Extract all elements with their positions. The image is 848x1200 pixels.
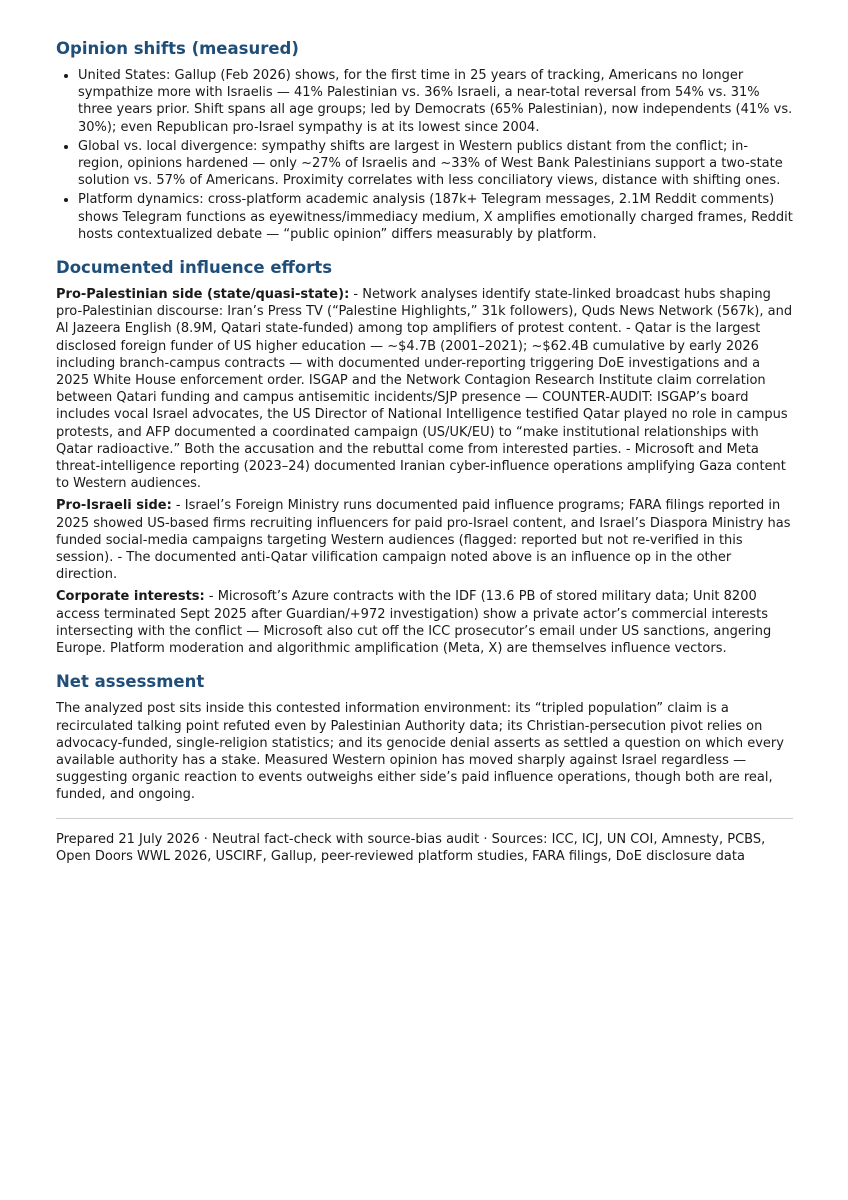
- paragraph-body: - Israel’s Foreign Ministry runs documented paid influence programs; FARA filings reported in 2025 showed US-based firms recruiting influencers for paid pro-Israel content, and Israel’s Diaspora Ministry has funded social-media campaigns targeting Western audiences (flagged: reported but not re-verified in this session). - The documented anti-Qatar vilification campaign noted above is an influence op in the other direction.: [56, 498, 791, 583]
- section-heading: Documented influence efforts: [56, 258, 333, 278]
- paragraph: [56, 286, 793, 492]
- divider: [56, 818, 793, 819]
- net-assessment-section: [56, 671, 793, 803]
- paragraph: [56, 588, 793, 657]
- section-heading: Net assessment: [56, 672, 205, 692]
- paragraph: [56, 497, 793, 583]
- list-item: • United States: Gallup (Feb 2026) shows, for the first time in 25 years of tracking, Americans no longer sympathize more with Israelis — 41% Palestinian vs. 36% Israeli, a near-total reversal from 54% vs. 31% three years prior. Shift spans all age groups; led by Democrats (65% Palestinian), now independents (41% vs. 30%); even Republican pro-Israel sympathy is at its lowest since 2004.: [78, 67, 793, 136]
- opinion-list: [56, 67, 793, 243]
- paragraph-lead: Corporate interests:: [56, 589, 205, 605]
- influence-efforts-section: [56, 257, 793, 657]
- list-item: • Global vs. local divergence: sympathy shifts are largest in Western publics distant from the conflict; in-region, opinions hardened — only ~27% of Israelis and ~33% of West Bank Palestinians support a two-state solution vs. 57% of Americans. Proximity correlates with less conciliatory views, distance with shifting ones.: [78, 138, 793, 190]
- paragraph-body: - Network analyses identify state-linked broadcast hubs shaping pro-Palestinian discourse: Iran’s Press TV (“Palestine Highlights,” 31k followers), Quds News Network (567k), and Al Jazeera English (8.9M, Qatari state-funded) among top amplifiers of protest content. - Qatar is the largest disclosed foreign funder of US higher education — ~$4.7B (2001–2021); ~$62.4B cumulative by early 2026 including branch-campus contracts — with documented under-reporting triggering DoE investigations and a 2025 White House enforcement order. ISGAP and the Network Contagion Research Institute claim correlation between Qatari funding and campus antisemitic incidents/SJP presence — COUNTER-AUDIT: ISGAP’s board includes vocal Israel advocates, the US Director of National Intelligence testified Qatar played no role in campus protests, and AFP documented a coordinated campaign (US/UK/EU) to “make institutional relationships with Qatar radioactive.” Both the accusation and the rebuttal come from interested parties. - Microsoft and Meta threat-intelligence reporting (2023–24) documented Iranian cyber-influence operations amplifying Gaza content to Western audiences.: [56, 287, 793, 492]
- paragraph: The analyzed post sits inside this contested information environment: its “tripled population” claim is a recirculated talking point refuted even by Palestinian Authority data; its Christian-persecution pivot relies on advocacy-funded, single-religion statistics; and its genocide denial asserts as settled a question on which every available authority has a stake. Measured Western opinion has moved sharply against Israel regardless — suggesting organic reaction to events outweighs either side’s paid influence operations, though both are real, funded, and ongoing.: [56, 701, 784, 803]
- section-heading: Opinion shifts (measured): [56, 39, 299, 58]
- paragraph-lead: Pro-Palestinian side (state/quasi-state):: [56, 287, 350, 303]
- footer-note: Prepared 21 July 2026 · Neutral fact-check with source-bias audit · Sources: ICC, ICJ, UN COI, Amnesty, PCBS, Open Doors WWL 2026, USCIRF, Gallup, peer-reviewed platform studies, FARA filings, DoE disclosure data: [56, 831, 766, 864]
- paragraph-body: - Microsoft’s Azure contracts with the IDF (13.6 PB of stored military data; Unit 8200 access terminated Sept 2025 after Guardian/+972 investigation) show a private actor’s commercial interests intersecting with the conflict — Microsoft also cut off the ICC prosecutor’s email under US sanctions, angering Europe. Platform moderation and algorithmic amplification (Meta, X) are themselves influence vectors.: [56, 589, 772, 657]
- opinion-shifts-section: [56, 38, 793, 243]
- list-item: • Platform dynamics: cross-platform academic analysis (187k+ Telegram messages, 2.1M Reddit comments) shows Telegram functions as eyewitness/immediacy medium, X amplifies emotionally charged frames, Reddit hosts contextualized debate — “public opinion” differs measurably by platform.: [78, 191, 793, 243]
- paragraph-lead: Pro-Israeli side:: [56, 498, 172, 514]
